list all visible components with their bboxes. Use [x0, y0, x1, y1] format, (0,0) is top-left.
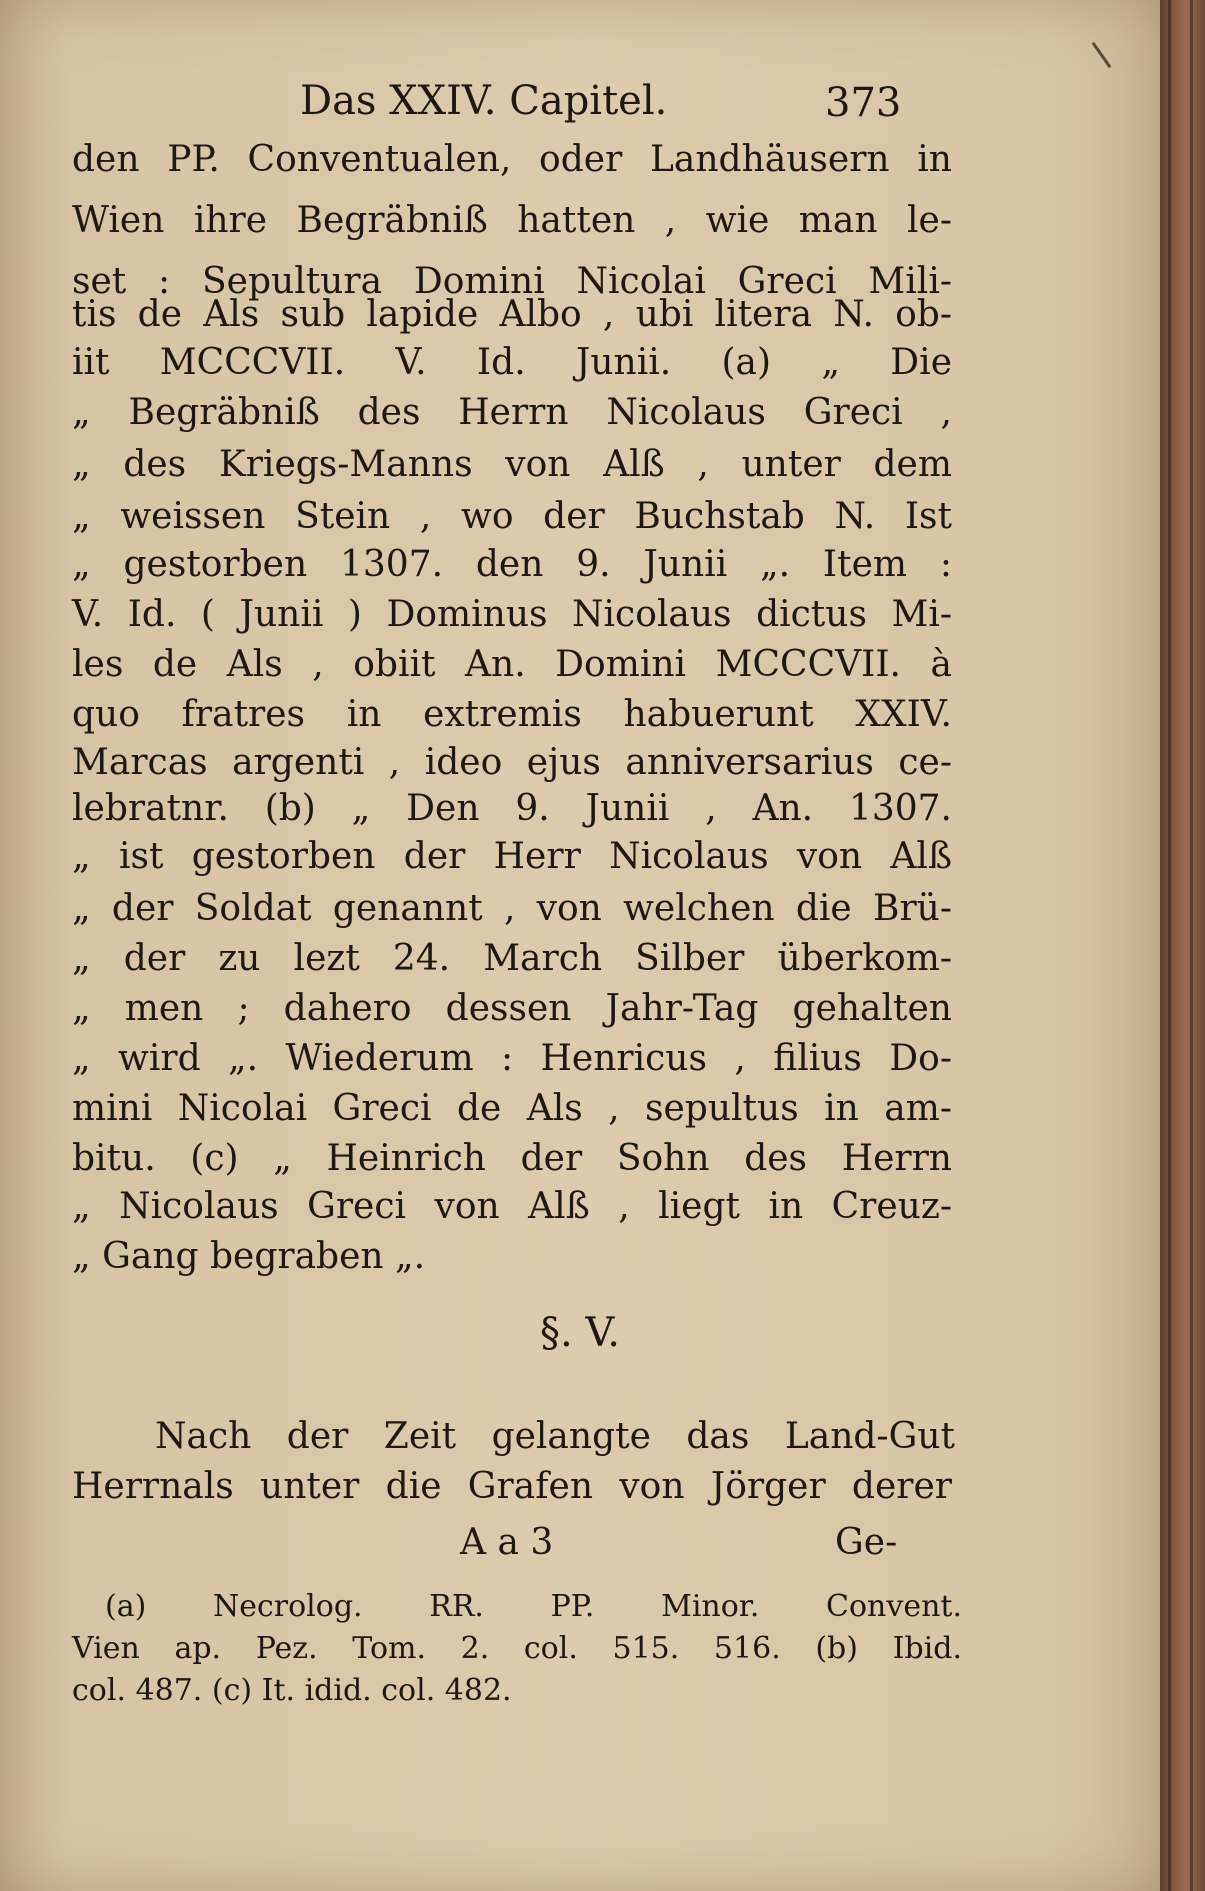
body-line: „ men ; dahero dessen Jahr-Tag gehalten: [72, 988, 952, 1029]
body-line: bitu. (c) „ Heinrich der Sohn des Herrn: [72, 1138, 952, 1179]
body-line: „ der Soldat genannt , von welchen die Brü-: [72, 888, 952, 929]
body-line: Wien ihre Begräbniß hatten , wie man le-: [72, 200, 952, 241]
running-title: Das XXIV. Capitel.: [300, 78, 668, 124]
footnote-line: col. 487. (c) It. idid. col. 482.: [72, 1673, 512, 1708]
section-heading: §. V.: [539, 1310, 621, 1356]
book-edge: [1160, 0, 1205, 1891]
catchword: Ge-: [835, 1522, 898, 1563]
body-line: quo fratres in extremis habuerunt XXIV.: [72, 694, 952, 735]
body-line: V. Id. ( Junii ) Dominus Nicolaus dictus Mi-: [72, 594, 952, 635]
body-line: „ des Kriegs-Manns von Alß , unter dem: [72, 444, 952, 485]
body-line: les de Als , obiit An. Domini MCCCVII. à: [72, 644, 952, 685]
body-line: „ der zu lezt 24. March Silber überkom-: [72, 938, 952, 979]
body-line: „ Nicolaus Greci von Alß , liegt in Creuz-: [72, 1186, 952, 1227]
body-line: „ ist gestorben der Herr Nicolaus von Alß: [72, 836, 952, 877]
footnote-line: Vien ap. Pez. Tom. 2. col. 515. 516. (b) Ibid.: [72, 1631, 962, 1666]
signature-mark: A a 3: [460, 1522, 554, 1563]
page-mark: [1092, 42, 1112, 68]
body-line: Marcas argenti , ideo ejus anniversarius ce-: [72, 742, 952, 783]
section-line: Herrnals unter die Grafen von Jörger derer: [72, 1466, 952, 1507]
body-line: lebratnr. (b) „ Den 9. Junii , An. 1307.: [72, 788, 952, 829]
body-line: „ weissen Stein , wo der Buchstab N. Ist: [72, 496, 952, 537]
body-line: mini Nicolai Greci de Als , sepultus in am-: [72, 1088, 952, 1129]
body-line: „ Begräbniß des Herrn Nicolaus Greci ,: [72, 392, 952, 433]
body-line: „ Gang begraben „.: [72, 1236, 426, 1277]
body-line: „ gestorben 1307. den 9. Junii „. Item :: [72, 544, 952, 585]
body-line: den PP. Conventualen, oder Landhäusern in: [72, 139, 952, 180]
body-line: iit MCCCVII. V. Id. Junii. (a) „ Die: [72, 342, 952, 383]
page-edge-line: [1190, 0, 1193, 1891]
body-line: „ wird „. Wiederum : Henricus , filius Do-: [72, 1038, 952, 1079]
body-line: set : Sepultura Domini Nicolai Greci Mili-: [72, 261, 952, 302]
page-edge-line: [1168, 0, 1171, 1891]
section-line: Nach der Zeit gelangte das Land-Gut: [155, 1416, 955, 1457]
footnote-line: (a) Necrolog. RR. PP. Minor. Convent.: [105, 1589, 962, 1624]
page-number: 373: [825, 80, 902, 126]
body-line: tis de Als sub lapide Albo , ubi litera N. ob-: [72, 294, 952, 335]
